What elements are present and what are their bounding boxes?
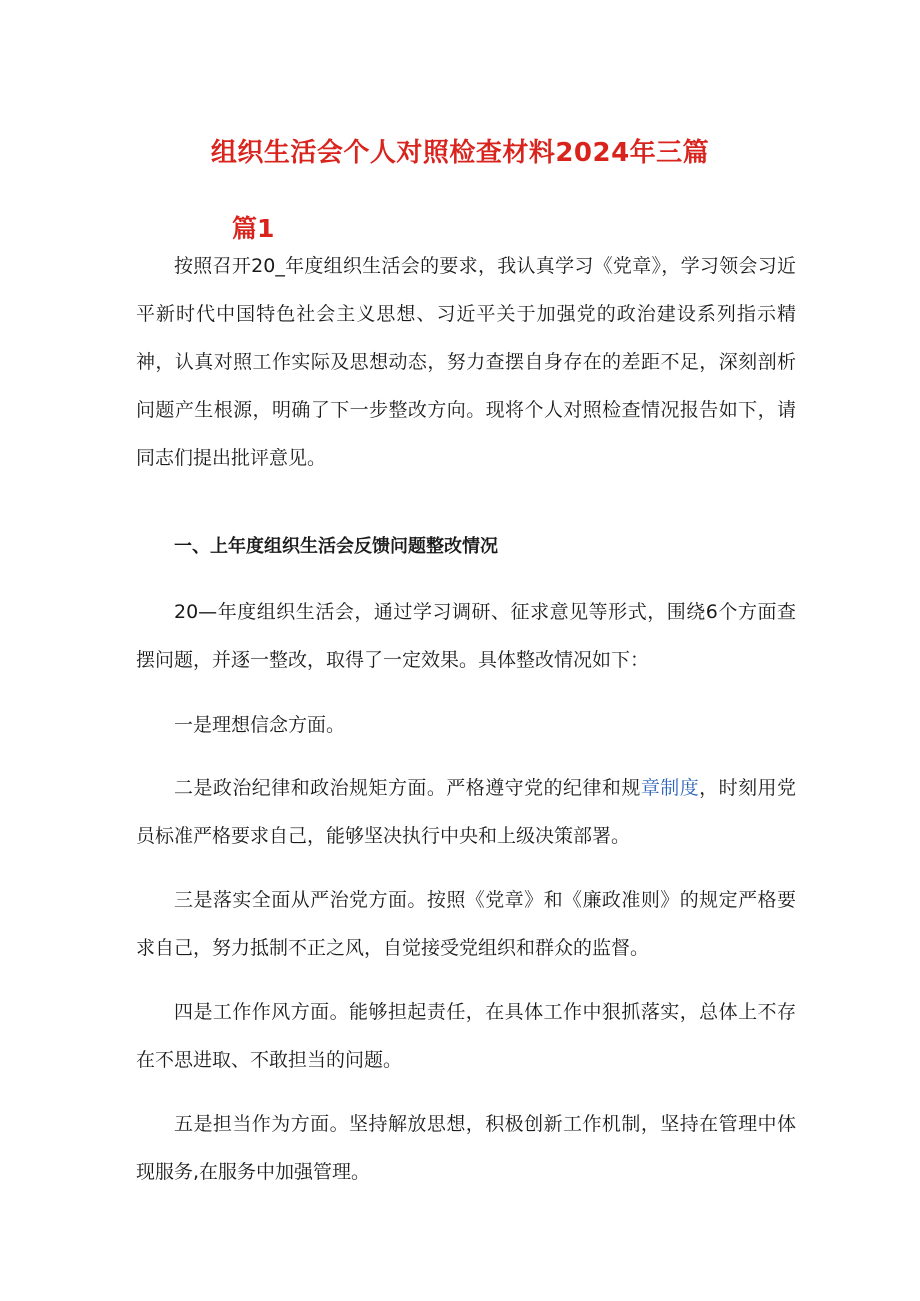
item-paragraph-5: 五是担当作为方面。坚持解放思想，积极创新工作机制，坚持在管理中体现服务,在服务中加强管理。: [136, 1113, 796, 1183]
document-title: 组织生活会个人对照检查材料2024年三篇: [210, 138, 710, 168]
section-heading-1: 一、上年度组织生活会反馈问题整改情况: [174, 536, 498, 557]
item-paragraph-2: [136, 764, 796, 860]
item-paragraph-3: 三是落实全面从严治党方面。按照《党章》和《廉政准则》的规定严格要求自己，努力抵制不正之风，自觉接受党组织和群众的监督。: [136, 889, 796, 959]
section-title: 篇1: [232, 214, 275, 243]
intro-paragraph: 按照召开20_年度组织生活会的要求，我认真学习《党章》，学习领会习近平新时代中国特色社会主义思想、习近平关于加强党的政治建设系列指示精神，认真对照工作实际及思想动态，努力查摆自身存在的差距不足，深刻剖析问题产生根源，明确了下一步整改方向。现将个人对照检查情况报告如下，请同志们提出批评意见。: [136, 255, 796, 469]
summary-paragraph: 20—年度组织生活会，通过学习调研、征求意见等形式，围绕6个方面查摆问题，并逐一整改，取得了一定效果。具体整改情况如下：: [136, 601, 796, 671]
item-paragraph-4: 四是工作作风方面。能够担起责任，在具体工作中狠抓落实，总体上不存在不思进取、不敢担当的问题。: [136, 1001, 796, 1071]
item-2-text-end: ，时刻用党员标准严格要求自己，能够坚决执行中央和上级决策部署。: [136, 777, 796, 847]
item-paragraph-1: 一是理想信念方面。: [174, 714, 346, 736]
rules-link[interactable]: 章制度: [640, 777, 700, 799]
item-2-text-start: 二是政治纪律和政治规矩方面。严格遵守党的纪律和规: [174, 777, 641, 799]
